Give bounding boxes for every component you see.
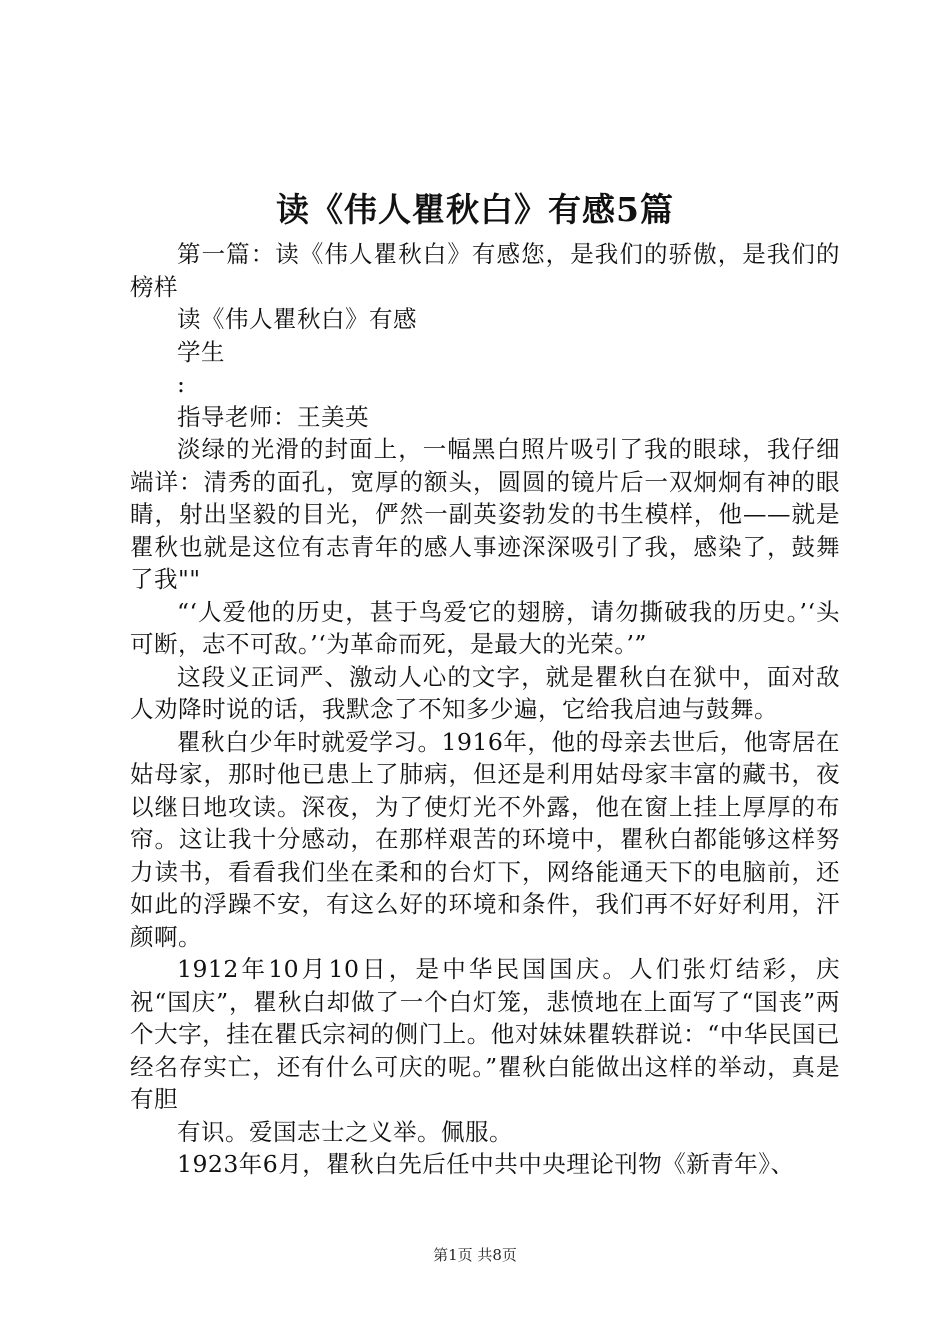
paragraph-national-day: 1912年10月10日，是中华民国国庆。人们张灯结彩，庆祝“国庆”，瞿秋白却做了一个白灯笼，悲愤地在上面写了“国丧”两个大字，挂在瞿氏宗祠的侧门上。他对妹妹瞿轶群说：“中华民国已经名存实亡，还有什么可庆的呢。”瞿秋白能做出这样的举动，真是有胆 xyxy=(130,955,840,1113)
paragraph-youth: 瞿秋白少年时就爱学习。1916年，他的母亲去世后，他寄居在姑母家，那时他已患上了肺病，但还是利用姑母家丰富的藏书，夜以继日地攻读。深夜，为了使灯光不外露，他在窗上挂上厚厚的布帘。这让我十分感动，在那样艰苦的环境中，瞿秋白都能够这样努力读书，看看我们坐在柔和的台灯下，网络能通天下的电脑前，还如此的浮躁不安，有这么好的环境和条件，我们再不好好利用，汗颜啊。 xyxy=(130,727,840,951)
paragraph-subtitle: 读《伟人瞿秋白》有感 xyxy=(177,305,417,333)
paragraph-heading: 第一篇：读《伟人瞿秋白》有感您，是我们的骄傲，是我们的榜样 xyxy=(130,240,840,301)
paragraph-student: 学生 xyxy=(177,337,225,366)
document-title: 读《伟人瞿秋白》有感5篇 xyxy=(276,190,674,229)
paragraph-colon: : xyxy=(177,370,186,398)
paragraph-admiration: 有识。爱国志士之义举。佩服。 xyxy=(177,1117,513,1146)
page-footer: 第1页 共8页 xyxy=(433,1246,517,1264)
paragraph-prison: 这段义正词严、激动人心的文字，就是瞿秋白在狱中，面对敌人劝降时说的话，我默念了不知多少遍，它给我启迪与鼓舞。 xyxy=(130,662,840,723)
paragraph-quote: “‘人爱他的历史，甚于鸟爱它的翅膀，请勿撕破我的历史。’‘头可断，志不可敌。’‘为革命而死，是最大的光荣。’” xyxy=(130,597,840,658)
paragraph-1923: 1923年6月，瞿秋白先后任中共中央理论刊物《新青年》、 xyxy=(177,1150,795,1178)
document-body xyxy=(130,238,840,1181)
paragraph-cover: 淡绿的光滑的封面上，一幅黑白照片吸引了我的眼球，我仔细端详：清秀的面孔，宽厚的额头，圆圆的镜片后一双炯炯有神的眼睛，射出坚毅的目光，俨然一副英姿勃发的书生模样，他——就是瞿秋也就是这位有志青年的感人事迹深深吸引了我，感染了，鼓舞了我"" xyxy=(130,435,840,593)
paragraph-teacher: 指导老师：王美英 xyxy=(177,402,369,431)
